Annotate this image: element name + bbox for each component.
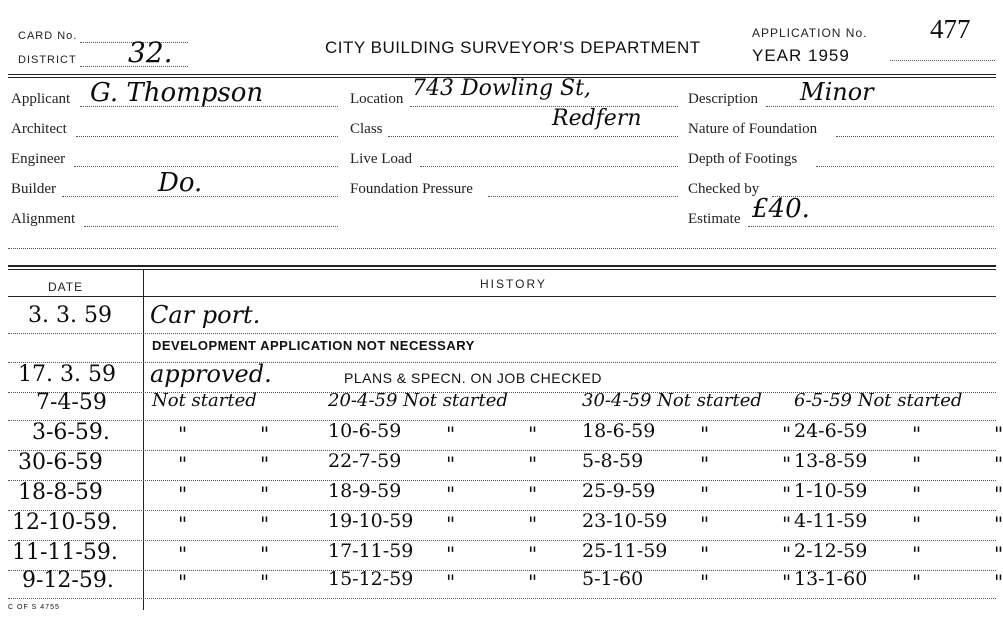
- estimate-value: £40.: [752, 194, 810, 224]
- estimate-label: Estimate: [688, 211, 741, 227]
- history-row-line: [8, 598, 996, 599]
- department-title: CITY BUILDING SURVEYOR'S DEPARTMENT: [325, 38, 701, 57]
- ditto-mark: ": [994, 422, 1003, 446]
- year-line: [890, 60, 995, 61]
- history-entry: 13-1-60: [794, 568, 868, 590]
- history-entry: 23-10-59: [582, 510, 668, 532]
- ditto-mark: ": [178, 512, 188, 536]
- ditto-mark: ": [994, 512, 1003, 536]
- history-date: 17. 3. 59: [18, 362, 116, 387]
- foundation-pressure-label: Foundation Pressure: [350, 181, 473, 197]
- history-date: 7-4-59: [36, 390, 107, 415]
- history-entry: 25-9-59: [582, 480, 656, 502]
- history-entry: 1-10-59: [794, 480, 868, 502]
- form-number: C OF S 4755: [8, 604, 60, 611]
- history-date: 18-8-59: [18, 480, 103, 505]
- history-header-rule: [8, 296, 996, 297]
- history-entry: 25-11-59: [582, 540, 668, 562]
- history-top-rule: [8, 265, 996, 267]
- ditto-mark: ": [912, 542, 922, 566]
- ditto-mark: ": [782, 422, 792, 446]
- history-column-header: HISTORY: [480, 277, 547, 291]
- applicant-label: Applicant: [11, 91, 71, 107]
- alignment-label: Alignment: [11, 211, 76, 227]
- date-column-divider: [143, 270, 144, 610]
- builder-value: Do.: [158, 168, 203, 198]
- plans-checked-stamp: PLANS & SPECN. ON JOB CHECKED: [344, 370, 603, 386]
- ditto-mark: ": [260, 512, 270, 536]
- ditto-mark: ": [912, 512, 922, 536]
- engineer-label: Engineer: [11, 151, 66, 167]
- depth-of-footings-line: [816, 166, 994, 167]
- application-no-value: 477: [930, 14, 971, 44]
- ditto-mark: ": [994, 542, 1003, 566]
- ditto-mark: ": [178, 542, 188, 566]
- location-suburb: Redfern: [552, 106, 642, 131]
- class-label: Class: [350, 121, 383, 137]
- history-date: 3-6-59.: [32, 420, 110, 445]
- ditto-mark: ": [260, 542, 270, 566]
- application-no-label: APPLICATION No.: [752, 26, 868, 40]
- architect-label: Architect: [11, 121, 67, 137]
- ditto-mark: ": [700, 542, 710, 566]
- ditto-mark: ": [260, 452, 270, 476]
- ditto-mark: ": [700, 452, 710, 476]
- live-load-label: Live Load: [350, 151, 413, 167]
- history-date: 11-11-59.: [12, 540, 118, 565]
- date-column-header: DATE: [48, 280, 84, 294]
- form-bottom-dotted: [8, 248, 996, 249]
- ditto-mark: ": [782, 570, 792, 594]
- architect-line: [76, 136, 338, 137]
- live-load-line: [420, 166, 678, 167]
- header-rule: [8, 74, 996, 75]
- ditto-mark: ": [178, 570, 188, 594]
- location-value: 743 Dowling St,: [412, 76, 591, 101]
- description-label: Description: [688, 91, 758, 107]
- ditto-mark: ": [994, 482, 1003, 506]
- ditto-mark: ": [700, 422, 710, 446]
- alignment-line: [84, 226, 338, 227]
- history-entry: 30-4-59 Not started: [582, 390, 762, 411]
- ditto-mark: ": [528, 542, 538, 566]
- ditto-mark: ": [178, 422, 188, 446]
- history-entry: 24-6-59: [794, 420, 868, 442]
- ditto-mark: ": [178, 482, 188, 506]
- ditto-mark: ": [528, 482, 538, 506]
- history-entry: 13-8-59: [794, 450, 868, 472]
- card-no-label: CARD No.: [18, 30, 78, 42]
- history-entry: 4-11-59: [794, 510, 868, 532]
- history-date: 12-10-59.: [12, 510, 118, 535]
- history-entry: 15-12-59: [328, 568, 414, 590]
- ditto-mark: ": [528, 422, 538, 446]
- location-label: Location: [350, 91, 404, 107]
- nature-of-foundation-label: Nature of Foundation: [688, 121, 818, 137]
- history-entry: 2-12-59: [794, 540, 868, 562]
- history-date: 9-12-59.: [22, 568, 114, 593]
- ditto-mark: ": [260, 482, 270, 506]
- ditto-mark: ": [994, 570, 1003, 594]
- engineer-line: [74, 166, 338, 167]
- depth-of-footings-label: Depth of Footings: [688, 151, 798, 167]
- ditto-mark: ": [528, 452, 538, 476]
- history-entry: 10-6-59: [328, 420, 402, 442]
- history-top-rule-2: [8, 269, 996, 270]
- history-entry: 5-1-60: [582, 568, 644, 590]
- history-entry: 22-7-59: [328, 450, 402, 472]
- description-value: Minor: [800, 78, 874, 106]
- ditto-mark: ": [782, 452, 792, 476]
- ditto-mark: ": [446, 542, 456, 566]
- history-note: approved.: [150, 360, 272, 388]
- ditto-mark: ": [994, 452, 1003, 476]
- district-label: DISTRICT: [18, 54, 77, 66]
- history-entry: 5-8-59: [582, 450, 644, 472]
- ditto-mark: ": [260, 422, 270, 446]
- class-line: [388, 136, 678, 137]
- history-entry: 17-11-59: [328, 540, 414, 562]
- history-entry: 20-4-59 Not started: [328, 390, 508, 411]
- history-row-line: [8, 333, 996, 334]
- ditto-mark: ": [912, 570, 922, 594]
- ditto-mark: ": [912, 452, 922, 476]
- applicant-value: G. Thompson: [90, 78, 264, 108]
- history-entry: 18-6-59: [582, 420, 656, 442]
- ditto-mark: ": [700, 512, 710, 536]
- ditto-mark: ": [782, 482, 792, 506]
- year-label: YEAR 1959: [752, 46, 850, 65]
- ditto-mark: ": [446, 422, 456, 446]
- ditto-mark: ": [178, 452, 188, 476]
- ditto-mark: ": [446, 570, 456, 594]
- ditto-mark: ": [446, 452, 456, 476]
- ditto-mark: ": [446, 482, 456, 506]
- ditto-mark: ": [446, 512, 456, 536]
- history-entry: 19-10-59: [328, 510, 414, 532]
- ditto-mark: ": [912, 422, 922, 446]
- ditto-mark: ": [528, 512, 538, 536]
- development-application-stamp: DEVELOPMENT APPLICATION NOT NECESSARY: [152, 338, 475, 353]
- history-entry: Not started: [152, 390, 257, 411]
- history-date: 30-6-59: [18, 450, 103, 475]
- ditto-mark: ": [782, 512, 792, 536]
- ditto-mark: ": [700, 482, 710, 506]
- builder-label: Builder: [11, 181, 56, 197]
- description-line: [766, 106, 994, 107]
- foundation-pressure-line: [488, 196, 678, 197]
- ditto-mark: ": [782, 542, 792, 566]
- history-date: 3. 3. 59: [28, 303, 112, 328]
- history-note: Car port.: [150, 301, 261, 329]
- ditto-mark: ": [700, 570, 710, 594]
- ditto-mark: ": [528, 570, 538, 594]
- nature-of-foundation-line: [836, 136, 994, 137]
- district-value: 32.: [128, 36, 173, 69]
- ditto-mark: ": [912, 482, 922, 506]
- history-entry: 6-5-59 Not started: [794, 390, 963, 411]
- history-entry: 18-9-59: [328, 480, 402, 502]
- checked-by-label: Checked by: [688, 181, 760, 197]
- estimate-line: [748, 226, 994, 227]
- ditto-mark: ": [260, 570, 270, 594]
